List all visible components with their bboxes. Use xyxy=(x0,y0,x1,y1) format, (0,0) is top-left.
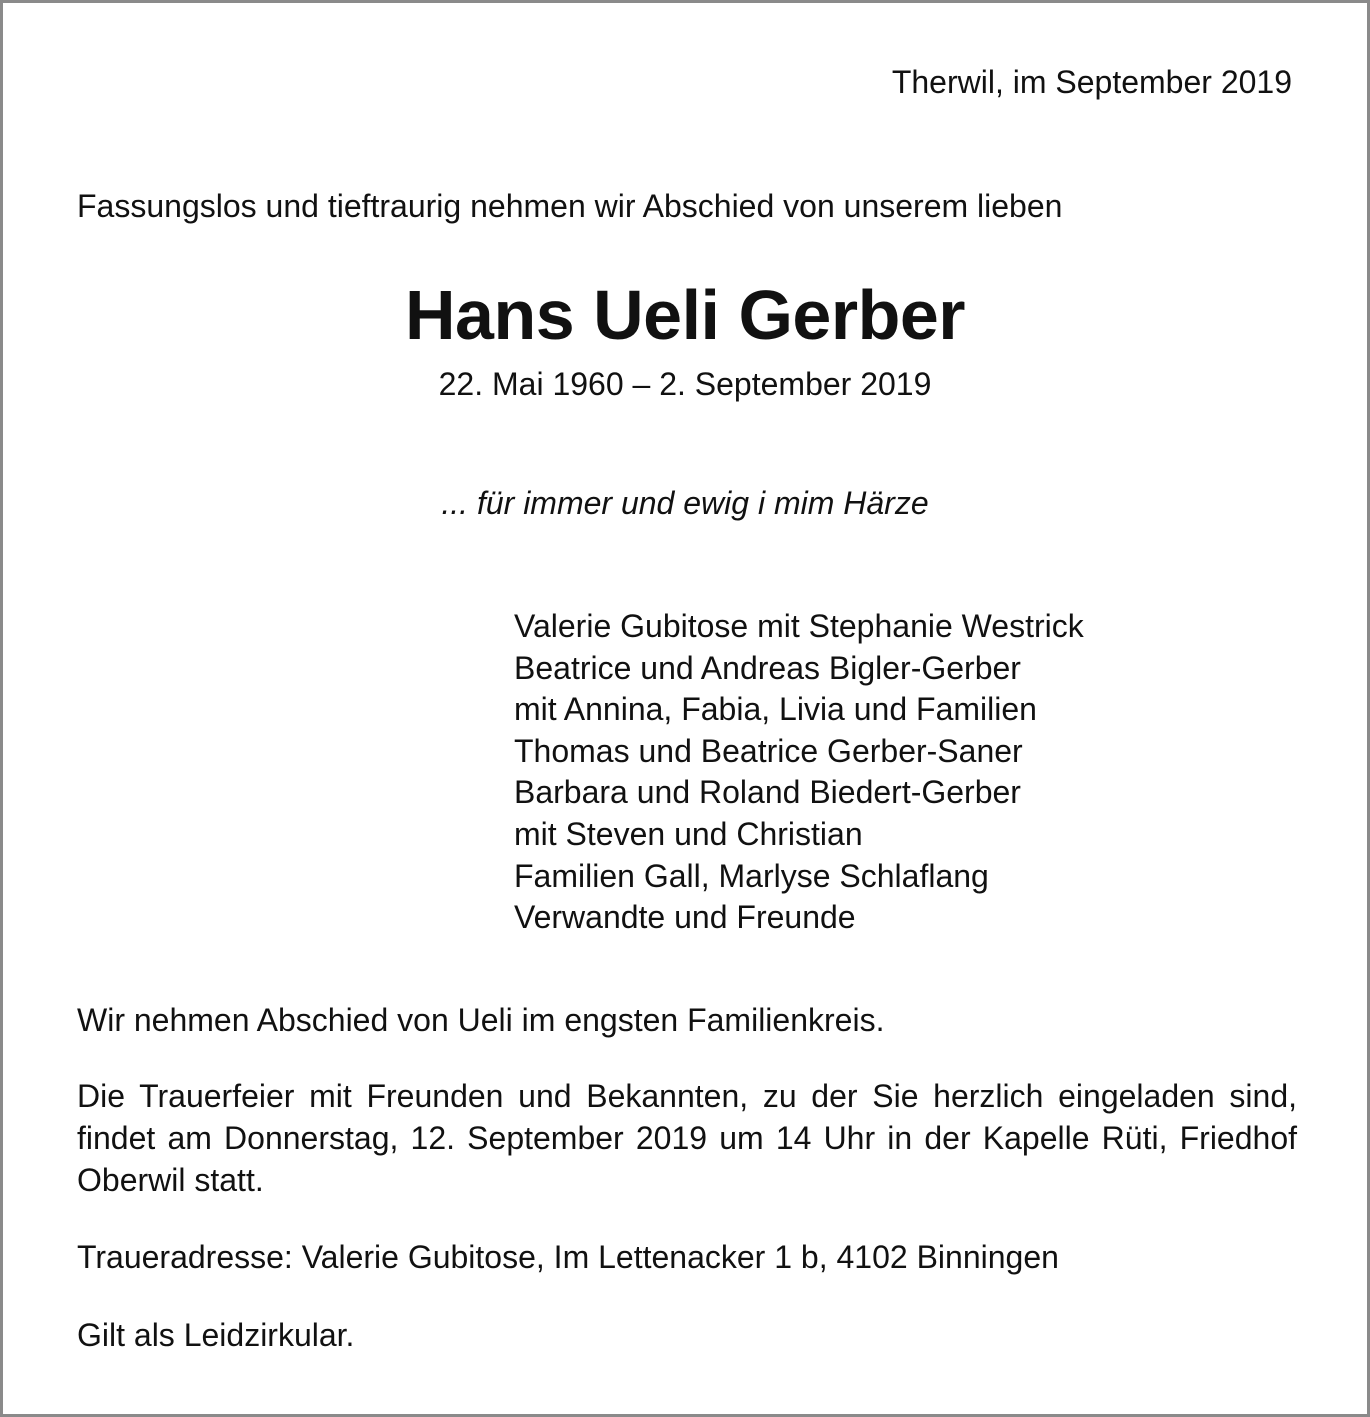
intro-text: Fassungslos und tieftraurig nehmen wir Abschied von unserem lieben xyxy=(77,188,1063,224)
farewell-text: Wir nehmen Abschied von Ueli im engsten Familienkreis. xyxy=(77,1002,885,1038)
mourner-line: mit Annina, Fabia, Livia und Familien xyxy=(514,691,1037,728)
mourner-line: mit Steven und Christian xyxy=(514,815,863,852)
mourners-list xyxy=(514,606,1084,939)
circular-note: Gilt als Leidzirkular. xyxy=(77,1317,355,1353)
mourning-address: Traueradresse: Valerie Gubitose, Im Lettenacker 1 b, 4102 Binningen xyxy=(77,1239,1059,1275)
mourner-line: Verwandte und Freunde xyxy=(514,899,856,936)
mourner-line: Barbara und Roland Biedert-Gerber xyxy=(514,774,1021,811)
mourner-line: Thomas und Beatrice Gerber-Saner xyxy=(514,732,1023,769)
motto: ... für immer und ewig i mim Härze xyxy=(441,485,929,521)
ceremony-text: Die Trauerfeier mit Freunden und Bekannten, zu der Sie herzlich eingeladen sind, findet am Donnerstag, 12. September 2019 um 14 Uhr in der Kapelle Rüti, Friedhof Oberwil statt. xyxy=(77,1078,1297,1198)
place-date: Therwil, im September 2019 xyxy=(891,64,1292,100)
mourner-line: Beatrice und Andreas Bigler-Gerber xyxy=(514,649,1021,686)
life-dates: 22. Mai 1960 – 2. September 2019 xyxy=(438,366,932,402)
deceased-name: Hans Ueli Gerber xyxy=(405,276,965,354)
mourner-line: Familien Gall, Marlyse Schlaflang xyxy=(514,857,989,894)
mourner-line: Valerie Gubitose mit Stephanie Westrick xyxy=(514,608,1084,644)
